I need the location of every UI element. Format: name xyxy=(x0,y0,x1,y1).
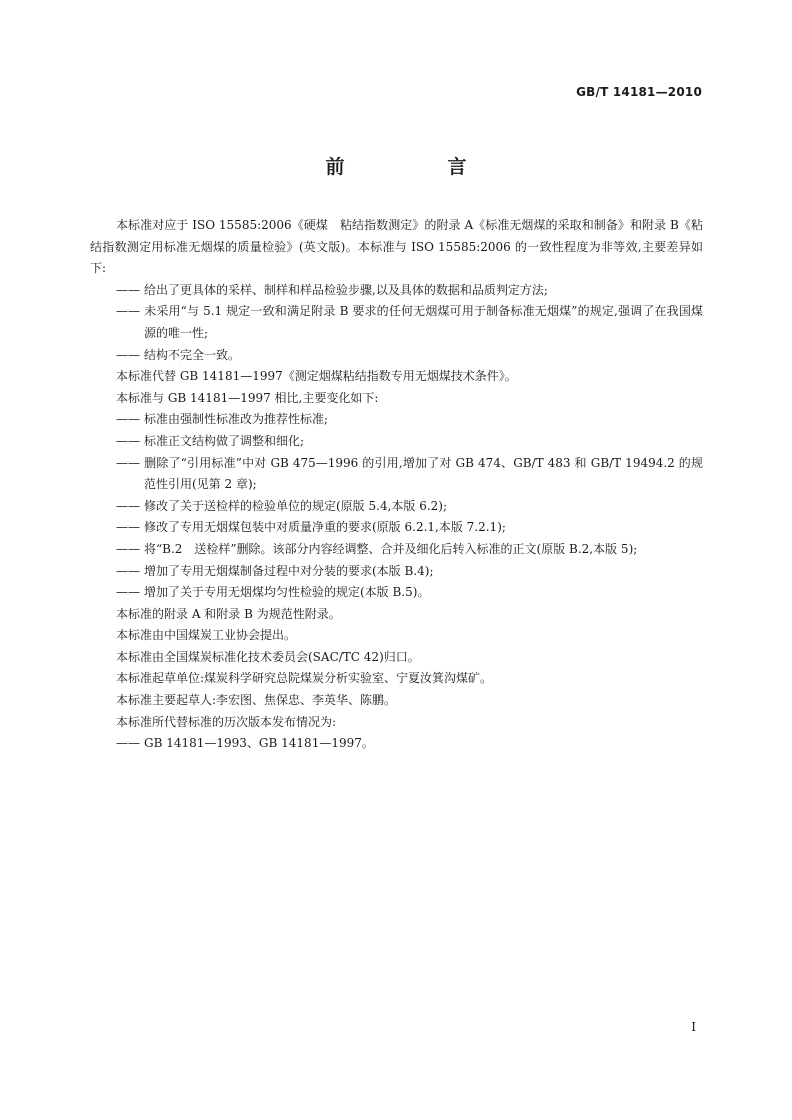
drafters-paragraph: 本标准主要起草人:李宏图、焦保忠、李英华、陈鹏。 xyxy=(116,693,397,708)
difference-item xyxy=(90,301,703,344)
change-item xyxy=(90,409,703,431)
change-item xyxy=(90,539,703,561)
item-text: 删除了“引用标准”中对 GB 475—1996 的引用,增加了对 GB 474、GB/T 483 和 GB/T 19494.2 的规范性引用(见第 2 章); xyxy=(144,455,703,492)
item-text: 结构不完全一致。 xyxy=(144,347,241,362)
difference-item xyxy=(90,345,703,367)
change-item xyxy=(90,582,703,604)
dash-mark: —— xyxy=(116,736,140,751)
dash-mark: —— xyxy=(116,304,140,319)
changes-intro-paragraph: 本标准与 GB 14181—1997 相比,主要变化如下: xyxy=(116,390,379,405)
change-item xyxy=(90,431,703,453)
change-item xyxy=(90,453,703,496)
item-text: 增加了关于专用无烟煤均匀性检验的规定(本版 B.5)。 xyxy=(144,585,430,600)
item-text: GB 14181—1993、GB 14181—1997。 xyxy=(144,736,374,751)
dash-mark: —— xyxy=(116,282,140,297)
item-text: 未采用“与 5.1 规定一致和满足附录 B 要求的任何无烟煤可用于制备标准无烟煤”的规定,强调了在我国煤源的唯一性; xyxy=(144,304,703,340)
drafting-units-paragraph: 本标准起草单位:煤炭科学研究总院煤炭分析实验室、宁夏汝箕沟煤矿。 xyxy=(116,671,493,686)
item-text: 修改了关于送检样的检验单位的规定(原版 5.4,本版 6.2); xyxy=(144,498,448,513)
item-text: 修改了专用无烟煤包装中对质量净重的要求(原版 6.2.1,本版 7.2.1); xyxy=(144,520,506,535)
difference-item xyxy=(90,280,703,302)
item-text: 标准正文结构做了调整和细化; xyxy=(144,433,305,448)
dash-mark: —— xyxy=(116,347,140,362)
replacement-paragraph: 本标准代替 GB 14181—1997《测定烟煤粘结指数专用无烟煤技术条件》。 xyxy=(116,369,517,384)
foreword-body xyxy=(90,215,703,755)
dash-mark: —— xyxy=(116,455,140,470)
history-item xyxy=(90,733,703,755)
dash-mark: —— xyxy=(116,585,140,600)
page-title: 前 言 xyxy=(325,156,509,178)
appendix-paragraph: 本标准的附录 A 和附录 B 为规范性附录。 xyxy=(116,606,341,621)
item-text: 将“B.2 送检样”删除。该部分内容经调整、合并及细化后转入标准的正文(原版 B.2,本版 5); xyxy=(144,541,638,556)
history-intro-paragraph: 本标准所代替标准的历次版本发布情况为: xyxy=(116,714,337,729)
dash-mark: —— xyxy=(116,433,140,448)
item-text: 标准由强制性标准改为推荐性标准; xyxy=(144,412,329,427)
page-number: I xyxy=(691,1020,696,1034)
standard-code: GB/T 14181—2010 xyxy=(576,85,702,99)
change-item xyxy=(90,496,703,518)
item-text: 给出了更具体的采样、制样和样品检验步骤,以及具体的数据和品质判定方法; xyxy=(144,282,548,297)
item-text: 增加了专用无烟煤制备过程中对分装的要求(本版 B.4); xyxy=(144,563,434,578)
change-item xyxy=(90,561,703,583)
change-item xyxy=(90,517,703,539)
dash-mark: —— xyxy=(116,412,140,427)
dash-mark: —— xyxy=(116,498,140,513)
dash-mark: —— xyxy=(116,563,140,578)
committee-paragraph: 本标准由全国煤炭标准化技术委员会(SAC/TC 42)归口。 xyxy=(116,649,420,664)
dash-mark: —— xyxy=(116,520,140,535)
intro-paragraph: 本标准对应于 ISO 15585:2006《硬煤 粘结指数测定》的附录 A《标准无烟煤的采取和制备》和附录 B《粘结指数测定用标准无烟煤的质量检验》(英文版)。本标准与 ISO 15585:2006 的一致性程度为非等效,主要差异如下: xyxy=(90,218,703,276)
dash-mark: —— xyxy=(116,541,140,556)
proposer-paragraph: 本标准由中国煤炭工业协会提出。 xyxy=(116,628,297,643)
